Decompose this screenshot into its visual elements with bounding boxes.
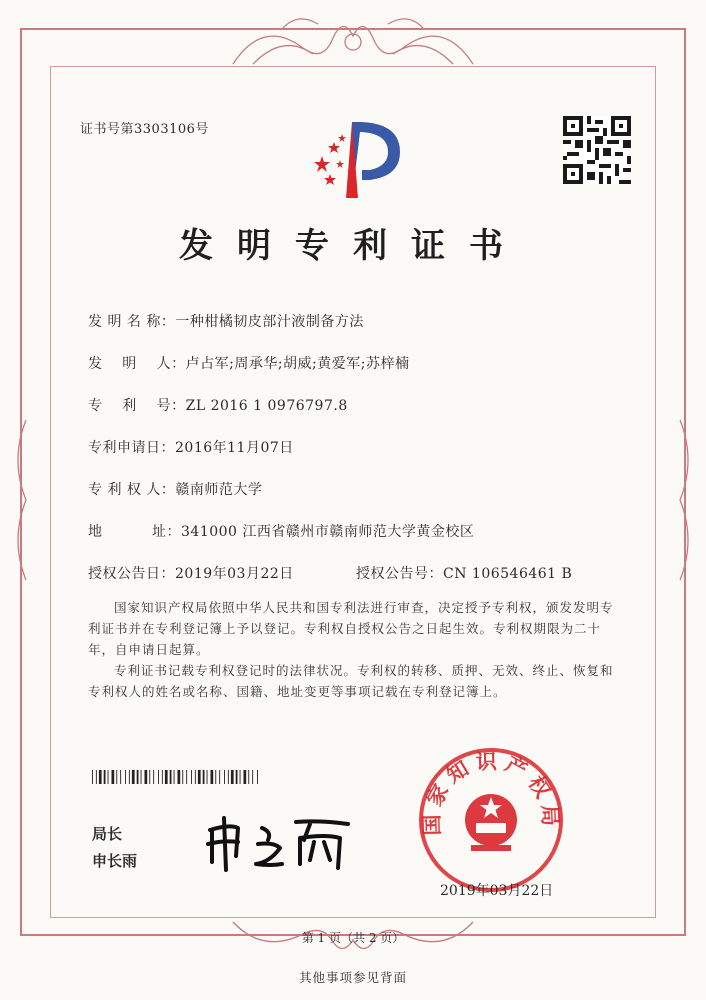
certificate-number: 证书号第3303106号 xyxy=(80,122,209,137)
barcode-bar xyxy=(116,770,117,784)
barcode-bar xyxy=(211,770,214,784)
field-address xyxy=(88,521,474,541)
barcode-bar xyxy=(145,770,148,784)
barcode-bar xyxy=(248,770,249,784)
inventors-label: 发 明 人： xyxy=(88,356,186,372)
barcode-bar xyxy=(96,770,97,784)
barcode-bar xyxy=(162,770,163,784)
grant-statement-paragraph: 国家知识产权局依照中华人民共和国专利法进行审查，决定授予专利权，颁发发明专利证书并在专利登记簿上予以登记。专利权自授权公告之日起生效。专利权期限为二十年，自申请日起算。 xyxy=(88,600,614,657)
grant-number-value: CN 106546461 B xyxy=(443,566,573,582)
field-grant-number xyxy=(356,563,572,583)
qr-code xyxy=(563,116,631,184)
inventors-value: 卢占军;周承华;胡威;黄爱军;苏梓楠 xyxy=(185,356,410,372)
handwritten-signature xyxy=(200,812,360,874)
invention-name-label: 发 明 名 称： xyxy=(88,314,176,330)
legal-status-paragraph: 专利证书记载专利权登记时的法律状况。专利权的转移、质押、无效、终止、恢复和专利权人的姓名或名称、国籍、地址变更等事项记载在专利登记簿上。 xyxy=(88,663,614,699)
barcode-bar xyxy=(178,770,181,784)
barcode-bar xyxy=(92,770,93,784)
signatory-title: 局长 xyxy=(92,825,123,843)
barcode-bar xyxy=(203,770,205,784)
left-ornament xyxy=(6,420,34,580)
barcode-bar xyxy=(141,770,142,784)
barcode-bar xyxy=(108,770,109,784)
address-value: 341000 江西省赣州市赣南师范大学黄金校区 xyxy=(181,524,475,540)
barcode-bar xyxy=(112,770,115,784)
barcode-bar xyxy=(240,770,241,784)
patentee-value: 赣南师范大学 xyxy=(175,482,263,498)
footer-note: 其他事项参见背面 xyxy=(298,970,407,985)
barcode-bar xyxy=(207,770,208,784)
address-label: 地 址： xyxy=(88,524,182,540)
field-patentee xyxy=(88,479,262,499)
barcode-bar xyxy=(182,770,183,784)
barcode-bar xyxy=(132,770,135,784)
barcode-bar xyxy=(129,770,130,784)
cnipa-logo xyxy=(300,112,410,200)
barcode-bar xyxy=(252,770,253,784)
barcode-bar xyxy=(219,770,220,784)
filing-date-value: 2016年11月07日 xyxy=(175,440,294,456)
barcode-bar xyxy=(191,770,192,784)
filing-date-label: 专利申请日： xyxy=(88,440,175,456)
field-grant-date xyxy=(88,563,294,583)
barcode-bar xyxy=(257,770,258,784)
field-invention-name xyxy=(88,311,364,331)
barcode-bar xyxy=(244,770,247,784)
patent-number-value: ZL 2016 1 0976797.8 xyxy=(185,398,348,414)
barcode-bar xyxy=(174,770,175,784)
patent-number-label: 专 利 号： xyxy=(88,398,186,414)
top-ornament xyxy=(223,8,483,70)
patentee-label: 专 利 权 人： xyxy=(88,482,176,498)
field-filing-date xyxy=(88,437,294,457)
barcode-bar xyxy=(120,770,121,784)
barcode-bar xyxy=(137,770,139,784)
certificate-title: 发明专利证书 xyxy=(179,226,527,266)
barcode-bar xyxy=(165,770,168,784)
barcode-bar xyxy=(125,770,126,784)
seal-date: 2019年03月22日 xyxy=(440,883,554,899)
barcode xyxy=(92,770,258,784)
seal-text: 国家知识产权局 xyxy=(418,748,564,836)
grant-number-label: 授权公告号： xyxy=(356,566,443,582)
barcode-bar xyxy=(198,770,201,784)
barcode-bar xyxy=(236,770,238,784)
grant-date-label: 授权公告日： xyxy=(88,566,175,582)
field-patent-number xyxy=(88,395,348,415)
barcode-bar xyxy=(228,770,229,784)
barcode-bar xyxy=(149,770,150,784)
barcode-bar xyxy=(186,770,187,784)
barcode-bar xyxy=(195,770,196,784)
right-ornament xyxy=(672,420,700,580)
barcode-bar xyxy=(224,770,225,784)
barcode-bar xyxy=(170,770,172,784)
barcode-bar xyxy=(99,770,102,784)
barcode-bar xyxy=(104,770,106,784)
signatory-name: 申长雨 xyxy=(92,852,138,870)
barcode-bar xyxy=(158,770,159,784)
invention-name-value: 一种柑橘韧皮部汁液制备方法 xyxy=(175,314,364,330)
barcode-bar xyxy=(215,770,216,784)
official-seal xyxy=(416,745,566,895)
barcode-bar xyxy=(231,770,234,784)
barcode-bar xyxy=(153,770,154,784)
field-inventors xyxy=(88,353,409,373)
grant-date-value: 2019年03月22日 xyxy=(175,566,294,582)
page-indicator: 第 1 页（共 2 页） xyxy=(301,931,405,945)
